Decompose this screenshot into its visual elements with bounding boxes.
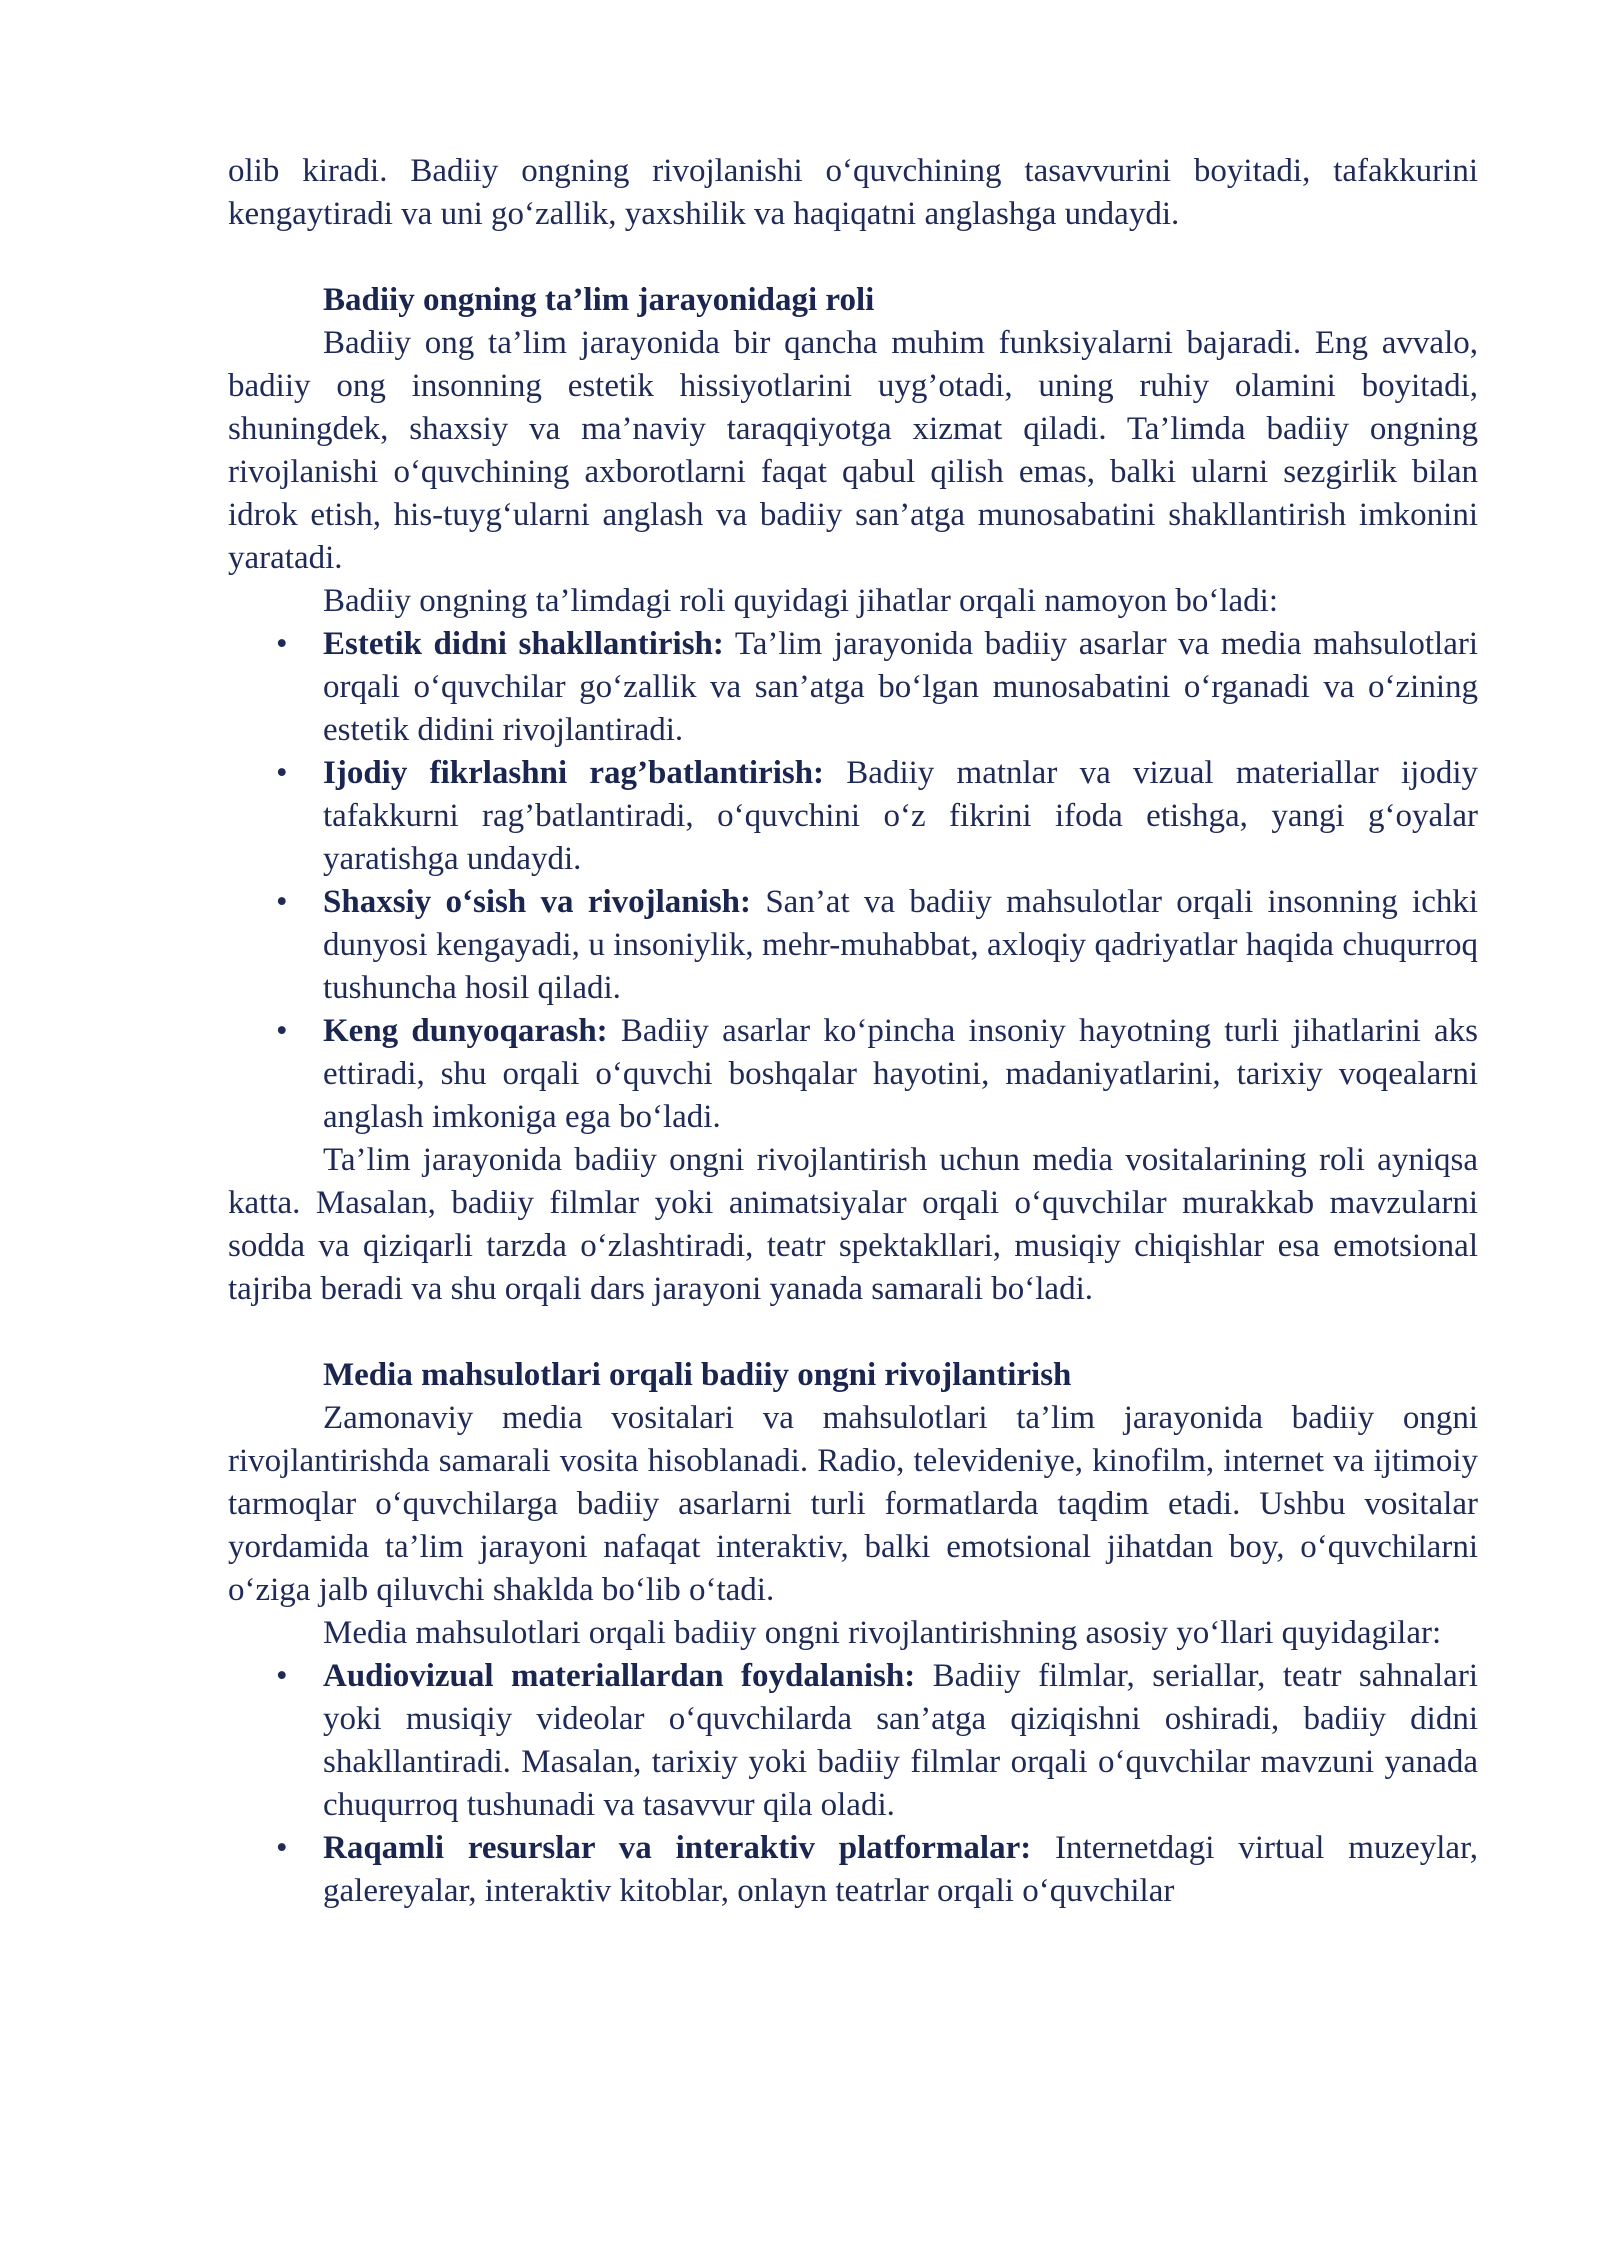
body-paragraph: Ta’lim jarayonida badiiy ongni rivojlantirish uchun media vositalarining roli ayniqsa katta. Masalan, badiiy filmlar yoki animatsiyalar orqali o‘quvchilar murakkab mavzularni sodda va qiziqarli tarzda o‘zlashtiradi, teatr spektakllari, musiqiy chiqishlar esa emotsional tajriba beradi va shu orqali dars jarayoni yanada samarali bo‘ladi.: [228, 1142, 1478, 1307]
list-item-term: Shaxsiy o‘sish va rivojlanish:: [323, 884, 752, 920]
list-item-text: Badiiy filmlar, seriallar, teatr sahnalari yoki musiqiy videolar o‘quvchilarda san’atga qiziqishni oshiradi, badiiy didni shakllantiradi. Masalan, tarixiy yoki badiiy filmlar orqali o‘quvchilar mavzuni yanada chuqurroq tushunadi va tasavvur qila oladi.: [323, 1658, 1478, 1823]
list-item: [228, 752, 1478, 881]
list-item: [228, 881, 1478, 1010]
list-item-text: San’at va badiiy mahsulotlar orqali insonning ichki dunyosi kengayadi, u insoniylik, mehr-muhabbat, axloqiy qadriyatlar haqida chuqurroq tushuncha hosil qiladi.: [323, 884, 1479, 1006]
list-item-term: Raqamli resurslar va interaktiv platformalar:: [323, 1830, 1032, 1866]
list-item-text: Ta’lim jarayonida badiiy asarlar va media mahsulotlari orqali o‘quvchilar go‘zallik va san’atga bo‘lgan munosabatini o‘rganadi va o‘zining estetik didini rivojlantiradi.: [323, 626, 1479, 748]
list-item-term: Keng dunyoqarash:: [323, 1013, 608, 1049]
list-item-term: Estetik didni shakllantirish:: [323, 626, 724, 662]
list-item: [228, 1827, 1478, 1913]
body-paragraph: Badiiy ong ta’lim jarayonida bir qancha muhim funksiyalarni bajaradi. Eng avvalo, badiiy ong insonning estetik hissiyotlarini uyg’otadi, uning ruhiy olamini boyitadi, shuningdek, shaxsiy va ma’naviy taraqqiyotga xizmat qiladi. Ta’limda badiiy ongning rivojlanishi o‘quvchining axborotlarni faqat qabul qilish emas, balki ularni sezgirlik bilan idrok etish, his-tuyg‘ularni anglash va badiiy san’atga munosabatini shakllantirish imkonini yaratadi.: [228, 325, 1478, 576]
list-item: [228, 1010, 1478, 1139]
intro-paragraph: olib kiradi. Badiiy ongning rivojlanishi o‘quvchining tasavvurini boyitadi, tafakkurini kengaytiradi va uni go‘zallik, yaxshilik va haqiqatni anglashga undaydi.: [228, 153, 1478, 232]
document-page: [228, 150, 1478, 1913]
bullet-list: [228, 1655, 1478, 1913]
spacer: [228, 236, 1478, 279]
section-heading: Media mahsulotlari orqali badiiy ongni rivojlantirish: [323, 1357, 1072, 1393]
list-item: [228, 1655, 1478, 1827]
body-paragraph: Badiiy ongning ta’limdagi roli quyidagi jihatlar orqali namoyon bo‘ladi:: [323, 583, 1278, 619]
spacer: [228, 1311, 1478, 1354]
bullet-icon: •: [276, 884, 288, 920]
bullet-icon: •: [276, 1013, 288, 1049]
bullet-icon: •: [276, 755, 288, 791]
list-item: [228, 623, 1478, 752]
bullet-icon: •: [276, 626, 288, 662]
list-item-text: Badiiy matnlar va vizual materiallar ijodiy tafakkurni rag’batlantiradi, o‘quvchini o‘z fikrini ifoda etishga, yangi g‘oyalar yaratishga undaydi.: [323, 755, 1478, 877]
bullet-icon: •: [276, 1658, 288, 1694]
bullet-icon: •: [276, 1830, 288, 1866]
body-paragraph: Zamonaviy media vositalari va mahsulotlari ta’lim jarayonida badiiy ongni rivojlantirishda samarali vosita hisoblanadi. Radio, televideniye, kinofilm, internet va ijtimoiy tarmoqlar o‘quvchilarga badiiy asarlarni turli formatlarda taqdim etadi. Ushbu vositalar yordamida ta’lim jarayoni nafaqat interaktiv, balki emotsional jihatdan boy, o‘quvchilarni o‘ziga jalb qiluvchi shaklda bo‘lib o‘tadi.: [228, 1400, 1478, 1608]
list-item-text: Badiiy asarlar ko‘pincha insoniy hayotning turli jihatlarini aks ettiradi, shu orqali o‘quvchi boshqalar hayotini, madaniyatlarini, tarixiy voqealarni anglash imkoniga ega bo‘ladi.: [323, 1013, 1478, 1135]
list-item-term: Ijodiy fikrlashni rag’batlantirish:: [323, 755, 825, 791]
list-item-text: Internetdagi virtual muzeylar, galereyalar, interaktiv kitoblar, onlayn teatrlar orqali o‘quvchilar: [323, 1830, 1478, 1909]
bullet-list: [228, 623, 1478, 1139]
section-heading: Badiiy ongning ta’lim jarayonidagi roli: [323, 282, 875, 318]
list-item-term: Audiovizual materiallardan foydalanish:: [323, 1658, 916, 1694]
body-paragraph: Media mahsulotlari orqali badiiy ongni rivojlantirishning asosiy yo‘llari quyidagilar:: [323, 1615, 1442, 1651]
